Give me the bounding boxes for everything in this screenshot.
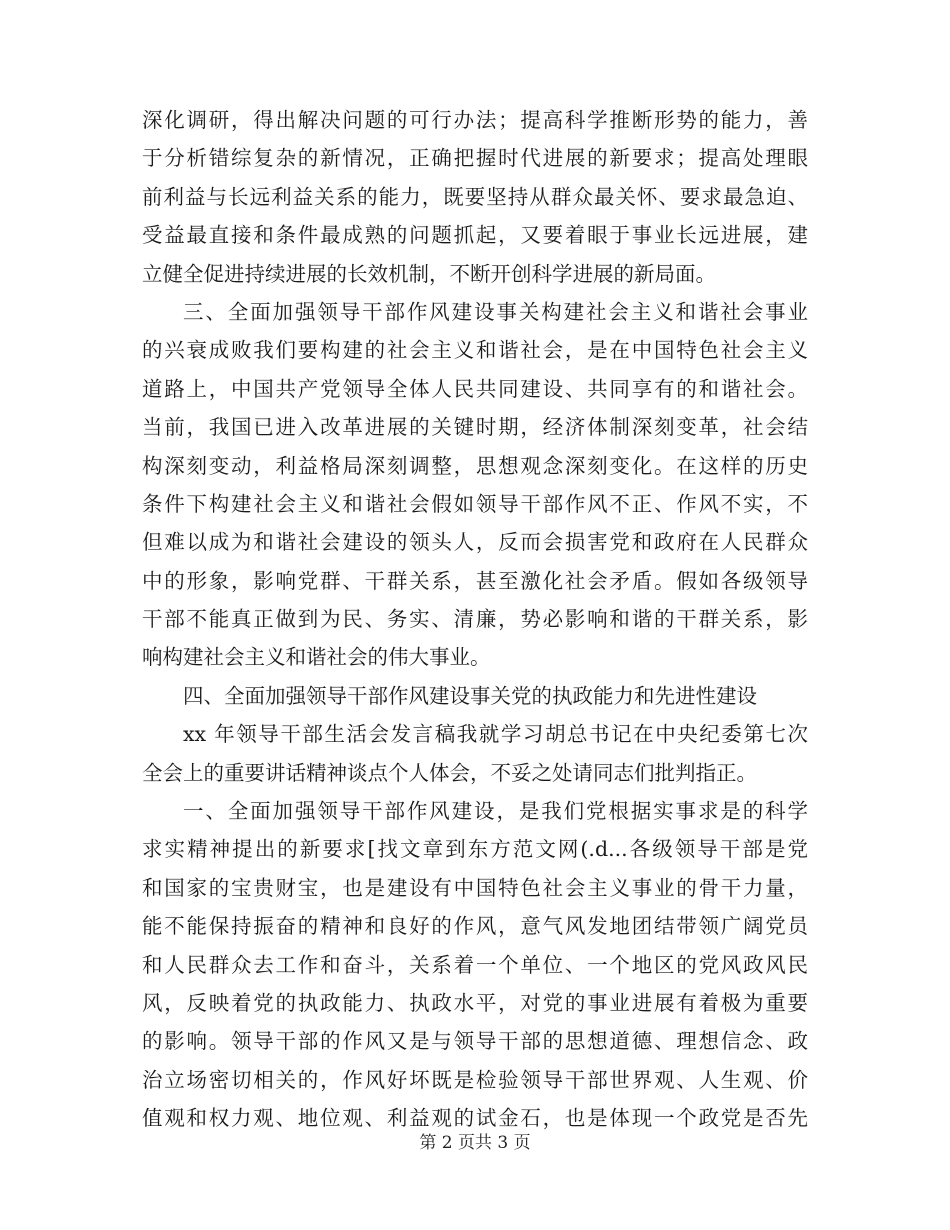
paragraph-line: 能不能保持振奋的精神和良好的作风，意气风发地团结带领广阔党员: [142, 914, 808, 939]
paragraph-line: 但难以成为和谐社会建设的领头人，反而会损害党和政府在人民群众: [142, 530, 808, 555]
paragraph-line: 的兴衰成败我们要构建的社会主义和谐社会，是在中国特色社会主义: [142, 338, 808, 363]
paragraph-line: 三、全面加强领导干部作风建设事关构建社会主义和谐社会事业: [183, 299, 808, 324]
paragraph-line: 一、全面加强领导干部作风建设，是我们党根据实事求是的科学: [183, 799, 808, 824]
paragraph-line: 值观和权力观、地位观、利益观的试金石，也是体现一个政党是否先: [142, 1106, 808, 1131]
paragraph: [142, 715, 808, 792]
paragraph-line: 干部不能真正做到为民、务实、清廉，势必影响和谐的干群关系，影: [142, 607, 808, 632]
paragraph-line: 全会上的重要讲话精神谈点个人体会，不妥之处请同志们批判指正。: [142, 760, 757, 785]
paragraph-line: 求实精神提出的新要求[找文章到东方范文网(.d...各级领导干部是党: [142, 837, 808, 862]
paragraph-line: xx 年领导干部生活会发言稿我就学习胡总书记在中央纪委第七次: [183, 722, 808, 747]
paragraph-line: 立健全促进持续进展的长效机制，不断开创科学进展的新局面。: [142, 261, 716, 286]
paragraph-line: 条件下构建社会主义和谐社会假如领导干部作风不正、作风不实，不: [142, 491, 808, 516]
paragraph-line: 当前，我国已进入改革进展的关键时期，经济体制深刻变革，社会结: [142, 415, 808, 440]
paragraph: [142, 293, 808, 677]
paragraph-line: 前利益与长远利益关系的能力，既要坚持从群众最关怀、要求最急迫、: [142, 184, 808, 209]
paragraph: [142, 101, 808, 293]
paragraph-line: 中的形象，影响党群、干群关系，甚至激化社会矛盾。假如各级领导: [142, 568, 808, 593]
document-body: [142, 101, 808, 1138]
paragraph-line: 的影响。领导干部的作风又是与领导干部的思想道德、理想信念、政: [142, 1029, 808, 1054]
paragraph-line: 响构建社会主义和谐社会的伟大事业。: [142, 645, 491, 670]
paragraph-line: 和人民群众去工作和奋斗，关系着一个单位、一个地区的党风政风民: [142, 952, 808, 977]
paragraph: [142, 677, 808, 715]
paragraph-line: 于分析错综复杂的新情况，正确把握时代进展的新要求；提高处理眼: [142, 146, 808, 171]
paragraph-line: 道路上，中国共产党领导全体人民共同建设、共同享有的和谐社会。: [142, 376, 808, 401]
paragraph-line: 深化调研，得出解决问题的可行办法；提高科学推断形势的能力，善: [142, 108, 808, 132]
paragraph-line: 治立场密切相关的，作风好坏既是检验领导干部世界观、人生观、价: [142, 1067, 808, 1092]
paragraph-line: 受益最直接和条件最成熟的问题抓起，又要着眼于事业长远进展，建: [142, 223, 808, 248]
paragraph-line: 构深刻变动，利益格局深刻调整，思想观念深刻变化。在这样的历史: [142, 453, 808, 478]
paragraph-line: 风，反映着党的执政能力、执政水平，对党的事业进展有着极为重要: [142, 990, 808, 1015]
paragraph-line: 和国家的宝贵财宝，也是建设有中国特色社会主义事业的骨干力量，: [142, 875, 808, 900]
page-footer: 第 2 页共 3 页: [419, 1133, 531, 1153]
paragraph-line: 四、全面加强领导干部作风建设事关党的执政能力和先进性建设: [183, 683, 757, 708]
paragraph: [142, 792, 808, 1138]
